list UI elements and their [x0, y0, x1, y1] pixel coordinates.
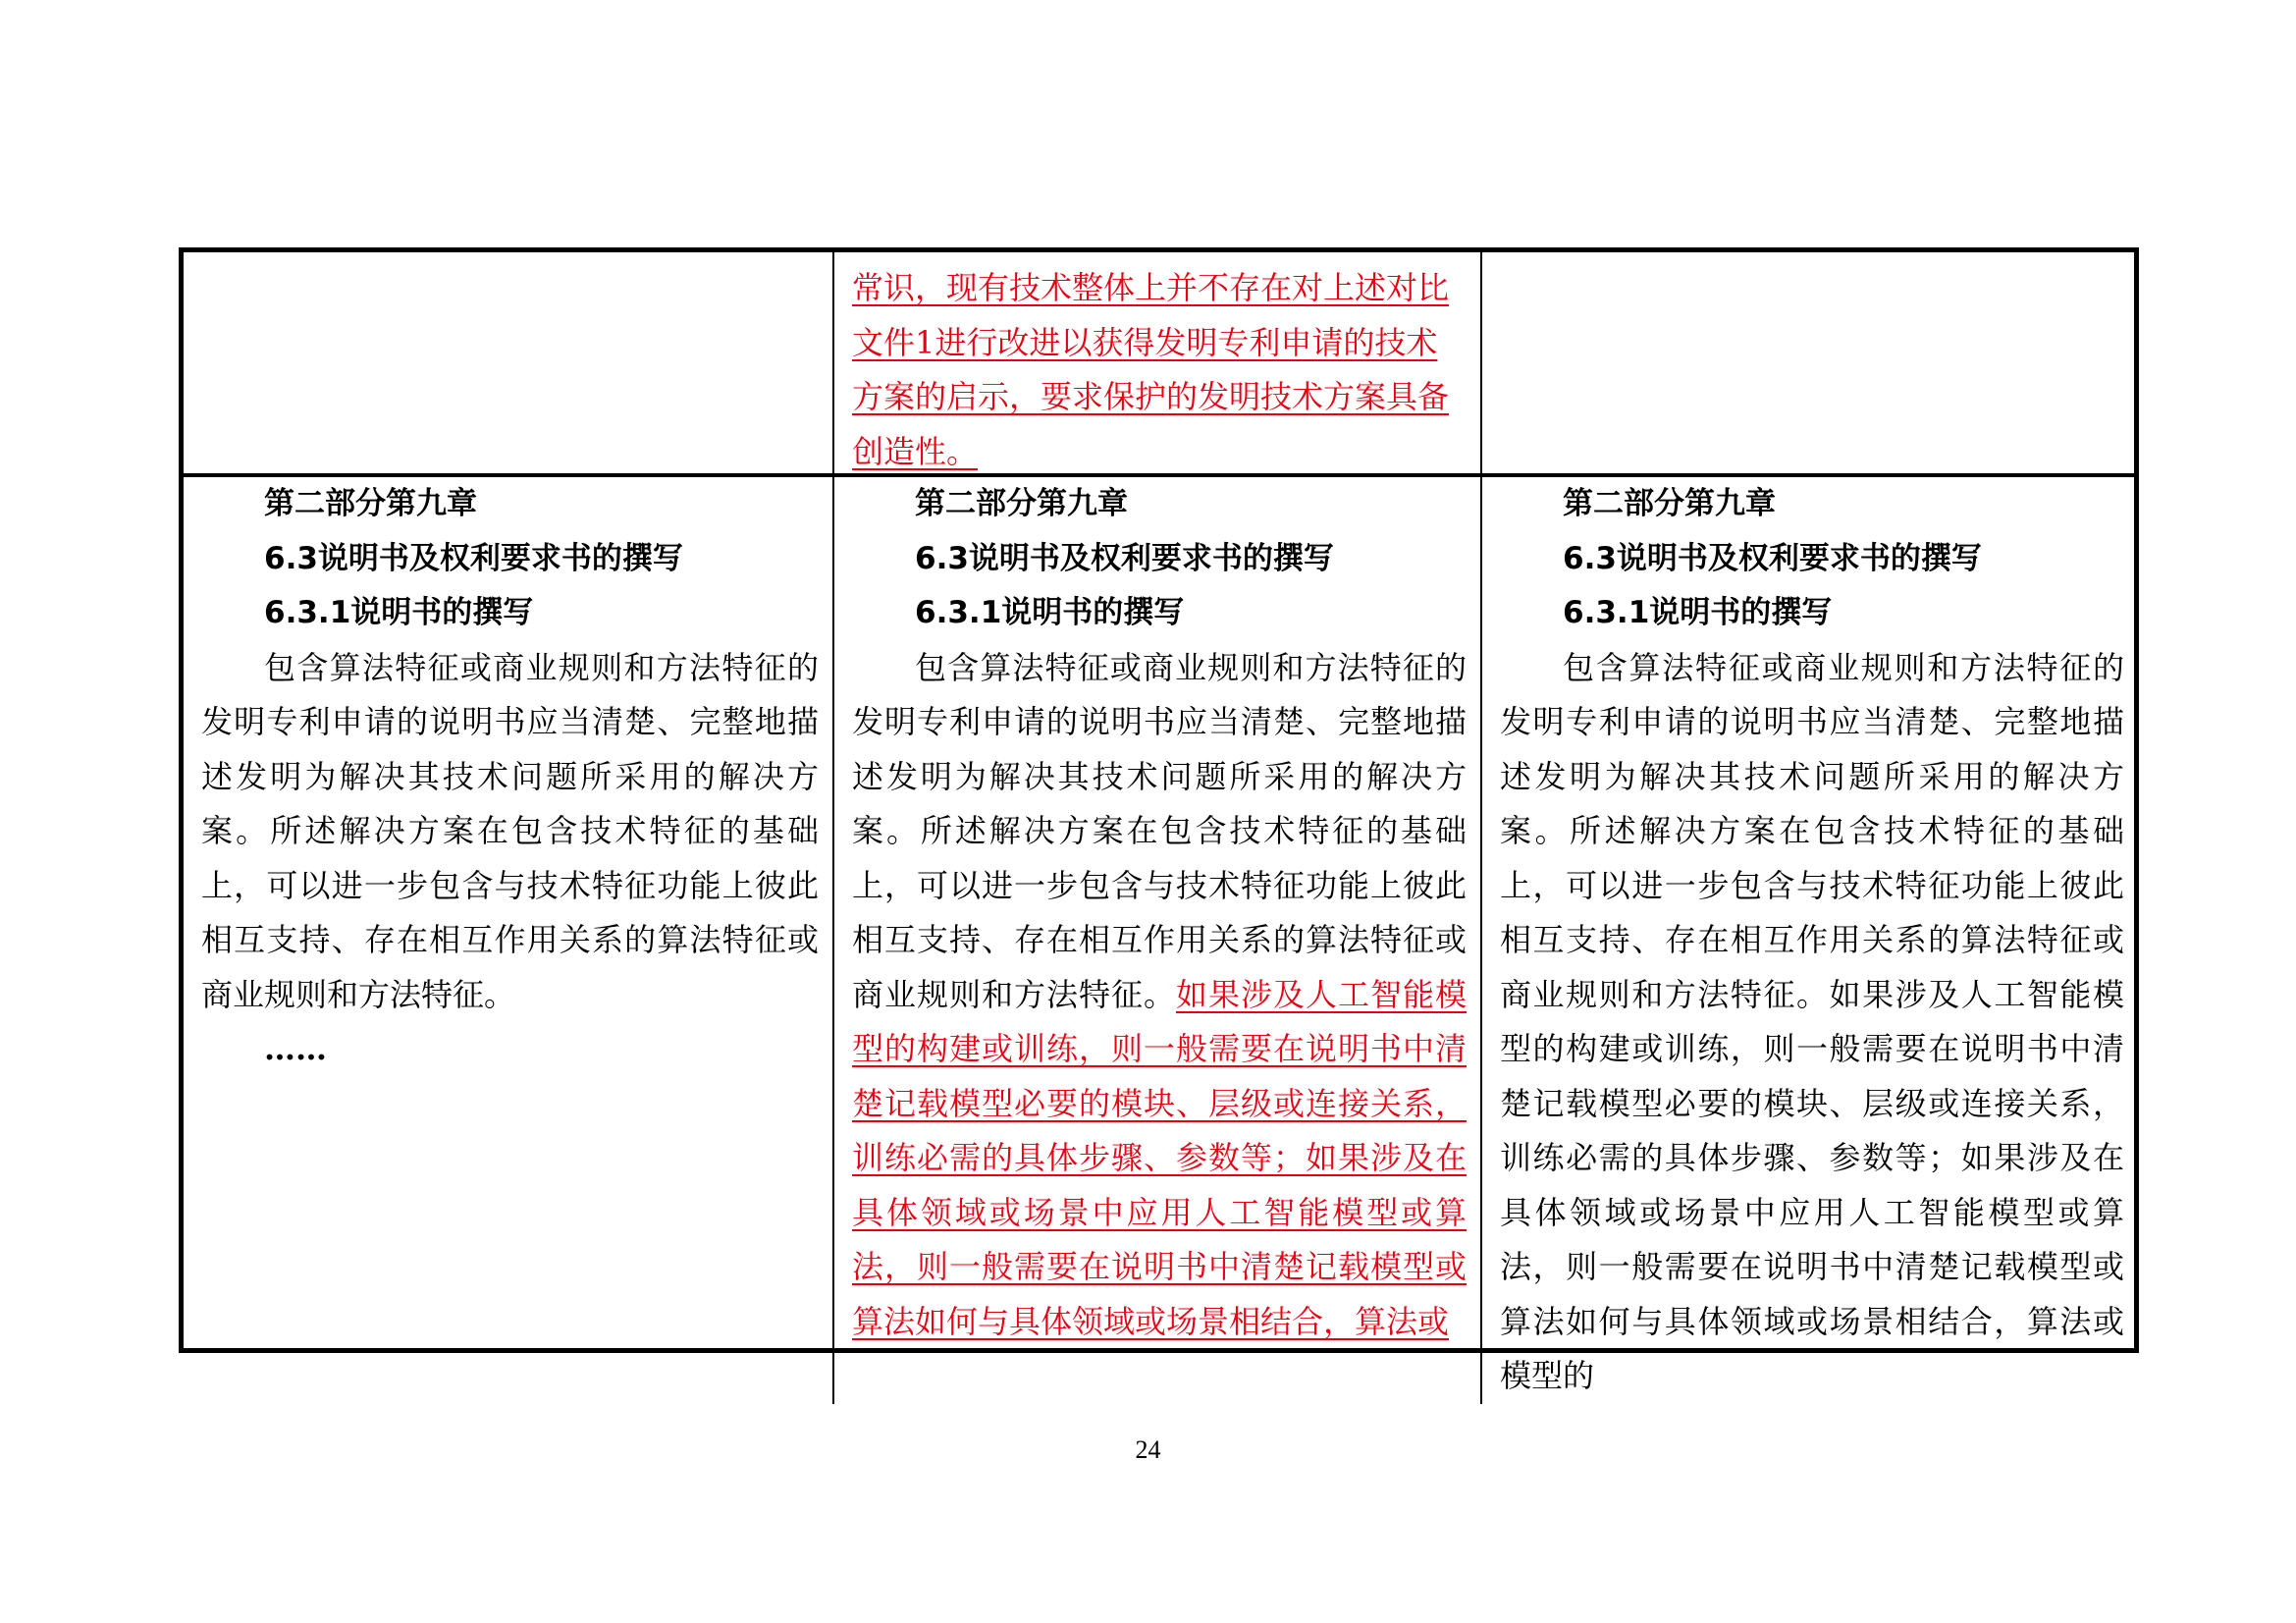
body-paragraph: 包含算法特征或商业规则和方法特征的发明专利申请的说明书应当清楚、完整地描述发明为解决其技术问题所采用的解决方案。所述解决方案在包含技术特征的基础上，可以进一步包含与技术特征功能上彼此相互支持、存在相互作用关系的算法特征或商业规则和方法特征。: [201, 648, 819, 1013]
table-cell-r2-c1: [184, 477, 834, 1404]
table-cell-r2-c2: [834, 477, 1482, 1404]
comparison-table: [179, 247, 2139, 1394]
page-number: 24: [1135, 1435, 1161, 1464]
subsection-heading: 6.3.1说明书的撰写: [264, 595, 534, 630]
section-heading: 6.3说明书及权利要求书的撰写: [1563, 540, 1982, 576]
subsection-heading: 6.3.1说明书的撰写: [915, 595, 1185, 630]
section-heading: 6.3说明书及权利要求书的撰写: [264, 540, 683, 576]
table-cell-r2-c3: [1482, 477, 2138, 1404]
body-text: 包含算法特征或商业规则和方法特征的发明专利申请的说明书应当清楚、完整地描述发明为解决其技术问题所采用的解决方案。所述解决方案在包含技术特征的基础上，可以进一步包含与技术特征功能上彼此相互支持、存在相互作用关系的算法特征或商业规则和方法特征。: [852, 648, 1467, 1013]
chapter-heading: 第二部分第九章: [1563, 486, 1776, 521]
table-cell-r1-c3: [1482, 252, 2138, 477]
table-cell-r1-c2: [834, 252, 1482, 477]
table-cell-r1-c1: [184, 252, 834, 477]
revised-text: 如果涉及人工智能模型的构建或训练，则一般需要在说明书中清楚记载模型必要的模块、层级或连接关系，训练必需的具体步骤、参数等；如果涉及在具体领域或场景中应用人工智能模型或算法，则一般需要在说明书中清楚记载模型或算法如何与具体领域或场景相结合，算法或: [852, 975, 1467, 1340]
section-heading: 6.3说明书及权利要求书的撰写: [915, 540, 1334, 576]
chapter-heading: 第二部分第九章: [915, 486, 1128, 521]
omission-ellipsis: ……: [264, 1030, 327, 1067]
chapter-heading: 第二部分第九章: [264, 486, 477, 521]
revised-text: 常识，现有技术整体上并不存在对上述对比文件1进行改进以获得发明专利申请的技术方案的启示，要求保护的发明技术方案具备创造性。: [852, 269, 1450, 470]
body-paragraph: 包含算法特征或商业规则和方法特征的发明专利申请的说明书应当清楚、完整地描述发明为解决其技术问题所采用的解决方案。所述解决方案在包含技术特征的基础上，可以进一步包含与技术特征功能上彼此相互支持、存在相互作用关系的算法特征或商业规则和方法特征。如果涉及人工智能模型的构建或训练，则一般需要在说明书中清楚记载模型必要的模块、层级或连接关系，训练必需的具体步骤、参数等；如果涉及在具体领域或场景中应用人工智能模型或算法，则一般需要在说明书中清楚记载模型或算法如何与具体领域或场景相结合，算法或模型的: [1500, 648, 2124, 1394]
body-paragraph: [852, 641, 1467, 1350]
subsection-heading: 6.3.1说明书的撰写: [1563, 595, 1833, 630]
